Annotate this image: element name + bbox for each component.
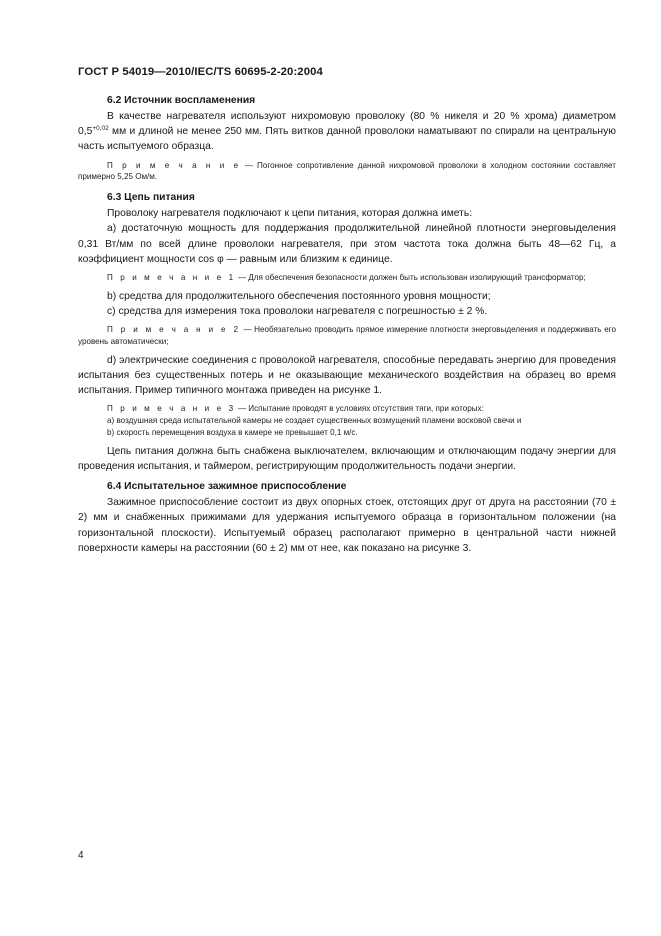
list-item-c: с) средства для измерения тока проволоки нагревателя с погрешностью ± 2 %. (107, 306, 488, 318)
note-text: — Для обеспечения безопасности должен быть использован изолирующий трансформатор; (235, 273, 586, 283)
note-1 (78, 272, 616, 284)
section-6-4-paragraph: Зажимное приспособление состоит из двух опорных стоек, отстоящих друг от друга на расстоянии (70 ± 2) мм и снабженных прижимами для удержания испытуемого образца в горизонтальном положении (на горизонтальной плоскости). Испытуемый образец располагают примерно в центральной части нижней поверхности камеры на расстоянии (60 ± 2) мм от нее, как показано на рисунке 3. (78, 497, 616, 554)
list-item-b: b) средства для продолжительного обеспечения постоянного уровня мощности; (107, 290, 491, 302)
note-label: П р и м е ч а н и е 3 (107, 404, 236, 414)
note-text: — Погонное сопротивление данной нихромовой проволоки в холодном состоянии составляет примерно 5,25 Ом/м. (78, 160, 616, 182)
note-label: П р и м е ч а н и е 2 (107, 325, 241, 335)
paragraph-text-part: мм и длиной не менее 250 мм. Пять витков данной проволоки наматывают по спирали на центральную часть испытуемого образца. (78, 126, 616, 153)
note-3-item-b: b) скорость перемещения воздуха в камере не превышает 0,1 м/с. (107, 428, 358, 438)
note-text: — Испытание проводят в условиях отсутствия тяги, при которых: (235, 404, 484, 414)
page-content (78, 93, 616, 556)
note-label: П р и м е ч а н и е 1 (107, 273, 236, 283)
note-3 (78, 403, 616, 415)
section-6-2-note (78, 160, 616, 184)
standard-header: ГОСТ Р 54019—2010/IEC/TS 60695-2-20:2004 (78, 66, 323, 78)
section-6-2-paragraph (78, 109, 616, 155)
list-item-d: d) электрические соединения с проволокой нагревателя, способные передавать энергию для проведения испытания без существенных потерь и не оказывающие механического воздействия на образец во время испытания. Пример типичного монтажа приведен на рисунке 1. (78, 354, 616, 397)
section-6-4-heading: 6.4 Испытательное зажимное приспособление (107, 481, 347, 493)
tolerance-superscript: +0,02 (92, 125, 109, 133)
note-text: — Необязательно проводить прямое измерение плотности энерговыделения и поддерживать его уровень автоматически; (78, 325, 616, 347)
section-6-3-closing: Цепь питания должна быть снабжена выключателем, включающим и отключающим подачу энергии для проведения испытания, и таймером, регистрирующим продолжительность подачи энергии. (78, 445, 616, 473)
note-label: П р и м е ч а н и е (107, 160, 241, 170)
section-6-3-heading: 6.3 Цепь питания (107, 192, 195, 204)
section-6-2-heading: 6.2 Источник воспламенения (107, 95, 256, 106)
paragraph-text-part: В качестве нагревателя используют нихромовую проволоку (80 % никеля и 20 % хрома) диаметром 0,5 (78, 111, 616, 138)
section-6-3-intro: Проволоку нагревателя подключают к цепи питания, которая должна иметь: (107, 208, 473, 220)
note-2 (78, 324, 616, 348)
list-item-a: а) достаточную мощность для поддержания продолжительной линейной плотности энерговыделения 0,31 Вт/мм по всей длине проволоки нагревателя, при этом частота тока должна быть 48—62 Гц, а коэффициент мощности cos φ — равным или близким к единице. (78, 223, 616, 265)
page-number: 4 (78, 850, 84, 861)
note-3-item-a: а) воздушная среда испытательной камеры не создает существенных возмущений пламени восковой свечи и (107, 416, 522, 426)
